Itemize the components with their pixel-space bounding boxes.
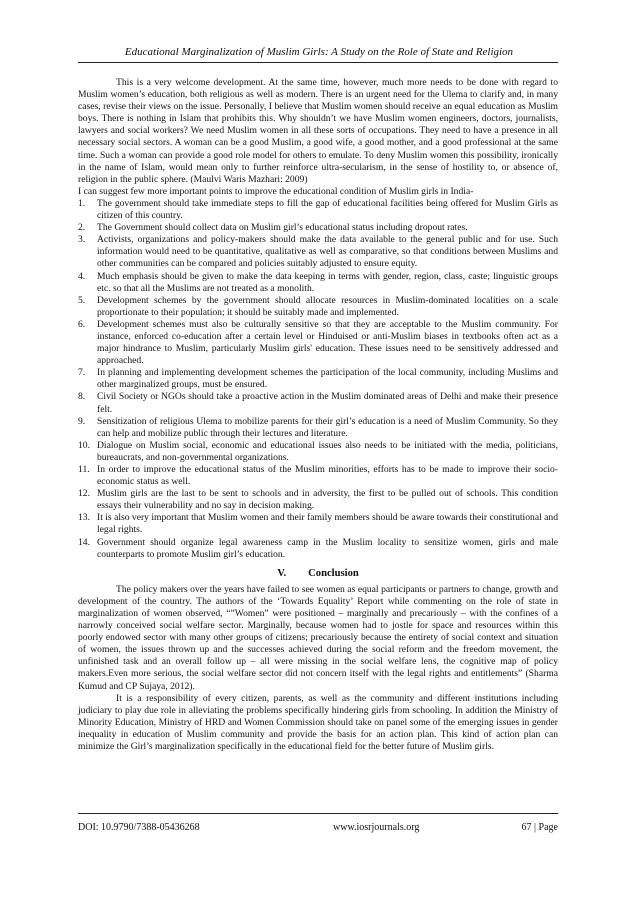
list-item-text: Much emphasis should be given to make the data keeping in terms with gender, region, class, caste; linguistic groups etc. so that all the Muslims are not treated as a monolith. [97, 270, 558, 294]
list-item [78, 537, 558, 561]
list-item [78, 440, 558, 464]
doi-text: DOI: 10.9790/7388-05436268 [78, 822, 200, 833]
list-item [78, 295, 558, 319]
list-item-text: Muslim girls are the last to be sent to schools and in adversity, the first to be pulled out of schools. This condition essays their vulnerability and no say in decision making. [97, 488, 558, 512]
conclusion-paragraph-2: It is a responsibility of every citizen, parents, as well as the community and different institutions including judiciary to play due role in alleviating the problems specifically hindering girls from schooling. In addition the Ministry of Minority Education, Ministry of HRD and Women Commission should take on panel some of the emerging issues in gender inequality in education of Muslim community and provide the basis for an action plan. This kind of action plan can minimize the Girl’s marginalization specifically in the educational field for the better future of Muslim girls. [78, 692, 558, 752]
section-heading [78, 567, 558, 581]
list-item-number: 4. [78, 270, 86, 282]
page-number: 67 | Page [521, 822, 558, 833]
list-item-number: 2. [78, 222, 86, 234]
list-item [78, 391, 558, 415]
list-item-text: In order to improve the educational status of the Muslim minorities, efforts has to be made to improve their socio-economic status as well. [97, 464, 558, 488]
list-item [78, 234, 558, 270]
list-item-number: 1. [78, 197, 86, 209]
list-item [78, 488, 558, 512]
list-item [78, 416, 558, 440]
list-item-text: Development schemes must also be culturally sensitive so that they are acceptable to the Muslim community. For instance, enforced co-education after a certain level or Hinduised or anti-Muslim biases in textbooks often act as a major hindrance to Muslim, particularly Muslim girls' education. These issues need to be sensitively addressed and approached. [97, 318, 558, 367]
header-rule [78, 62, 558, 63]
list-item-number: 12. [78, 488, 90, 500]
lead-in-sentence: I can suggest few more important points to improve the educational condition of Muslim girls in India- [78, 185, 474, 197]
list-item-number: 7. [78, 367, 86, 379]
list-item-text: Dialogue on Muslim social, economic and educational issues also needs to be initiated with the media, politicians, bureaucrats, and non-governmental organizations. [97, 439, 558, 463]
list-item-text: The government should take immediate steps to fill the gap of educational facilities being offered for Muslim Girls as citizen of this country. [97, 197, 558, 222]
list-item-text: In planning and implementing development schemes the participation of the local community, including Muslims and other marginalized groups, must be ensured. [97, 367, 558, 391]
list-item [78, 198, 558, 222]
list-item-text: Government should organize legal awareness camp in the Muslim locality to sensitize women, girls and male counterparts to promote Muslim girl’s education. [97, 536, 558, 560]
list-item-text: The Government should collect data on Muslim girl’s educational status including dropout rates. [97, 222, 468, 234]
list-item-number: 3. [78, 234, 86, 246]
list-item-text: Sensitization of religious Ulema to mobilize parents for their girl’s education is a need of Muslim Community. So they can help and mobilize public through their lectures and literature. [97, 415, 558, 439]
list-item-number: 8. [78, 391, 86, 403]
list-item-text: Civil Society or NGOs should take a proactive action in the Muslim dominated areas of Delhi and make their presence felt. [97, 391, 558, 415]
list-item [78, 367, 558, 391]
list-item-number: 6. [78, 318, 86, 330]
footer-rule [78, 813, 558, 814]
section-title: Conclusion [308, 567, 359, 579]
list-item-number: 10. [78, 439, 90, 451]
article-body [78, 77, 558, 753]
list-item-number: 13. [78, 512, 90, 524]
running-header: Educational Marginalization of Muslim Girls: A Study on the Role of State and Religion [124, 46, 514, 58]
list-item [78, 222, 558, 234]
list-item-number: 14. [78, 536, 90, 548]
list-item [78, 271, 558, 295]
list-item-number: 5. [78, 294, 86, 306]
recommendations-list [78, 198, 558, 561]
journal-url: www.iosrjournals.org [333, 822, 420, 833]
list-item-text: Activists, organizations and policy-makers should make the data available to the general public and for use. Such information would need to be quantitative, qualitative as well as comparative, so that conditions between Muslims and other communities can be compared and policies suitably adjusted to ensure equity. [97, 234, 558, 270]
list-item-text: It is also very important that Muslim women and their family members should be aware towards their constitutional and legal rights. [97, 512, 558, 536]
list-item-number: 9. [78, 415, 86, 427]
conclusion-paragraph-1: The policy makers over the years have failed to see women as equal participants or partners to change, growth and development of the country. The authors of the ‘Towards Equality’ Report while commenting on the role of state in marginalization of women observed, “”Women” were positioned – marginally and precariously – with the confines of a narrowly conceived social welfare sector. Marginally, because women had to jostle for space and resources within this poorly endowed sector with many other groups of citizens; precariously because the entirety of social context and situation of women, the issues thrown up and the successes achieved during the social reform and the freedom movement, the unfinished task and an overall follow up – all were missing in the social welfare lens, the cognitive map of policy makers.Even more serious, the social welfare sector did not concern itself with the legal rights and entitlements” (Sharma Kumud and CP Sujaya, 2012). [78, 583, 558, 692]
section-number: V. [277, 567, 287, 579]
list-item [78, 319, 558, 367]
list-item [78, 512, 558, 536]
list-item [78, 464, 558, 488]
list-item-text: Development schemes by the government should allocate resources in Muslim-dominated localities on a scale proportionate to their population; it should be suitably made and implemented. [97, 294, 558, 318]
intro-paragraph: This is a very welcome development. At the same time, however, much more needs to be done with regard to Muslim women’s education, both religious as well as modern. There is an urgent need for the Ulema to clarify and, in many cases, revise their views on the issue. Personally, I believe that Muslim women should receive an equal education as Muslim boys. There is nothing in Islam that prohibits this. Why shouldn’t we have Muslim women engineers, doctors, journalists, lawyers and social workers? We need Muslim women in all these sorts of occupations. They need to have a presence in all necessary social sectors. A woman can be a good Muslim, a good wife, a good mother, and a good professional at the same time. Such a woman can provide a good role model for others to emulate. To deny Muslim women this possibility, ironically in the name of Islam, would mean only to further reinforce ultra-secularism, in the sense of hostility to, or absence of, religion in the public sphere. (Maulvi Waris Mazhari: 2009) [78, 77, 558, 185]
list-item-number: 11. [78, 464, 90, 475]
